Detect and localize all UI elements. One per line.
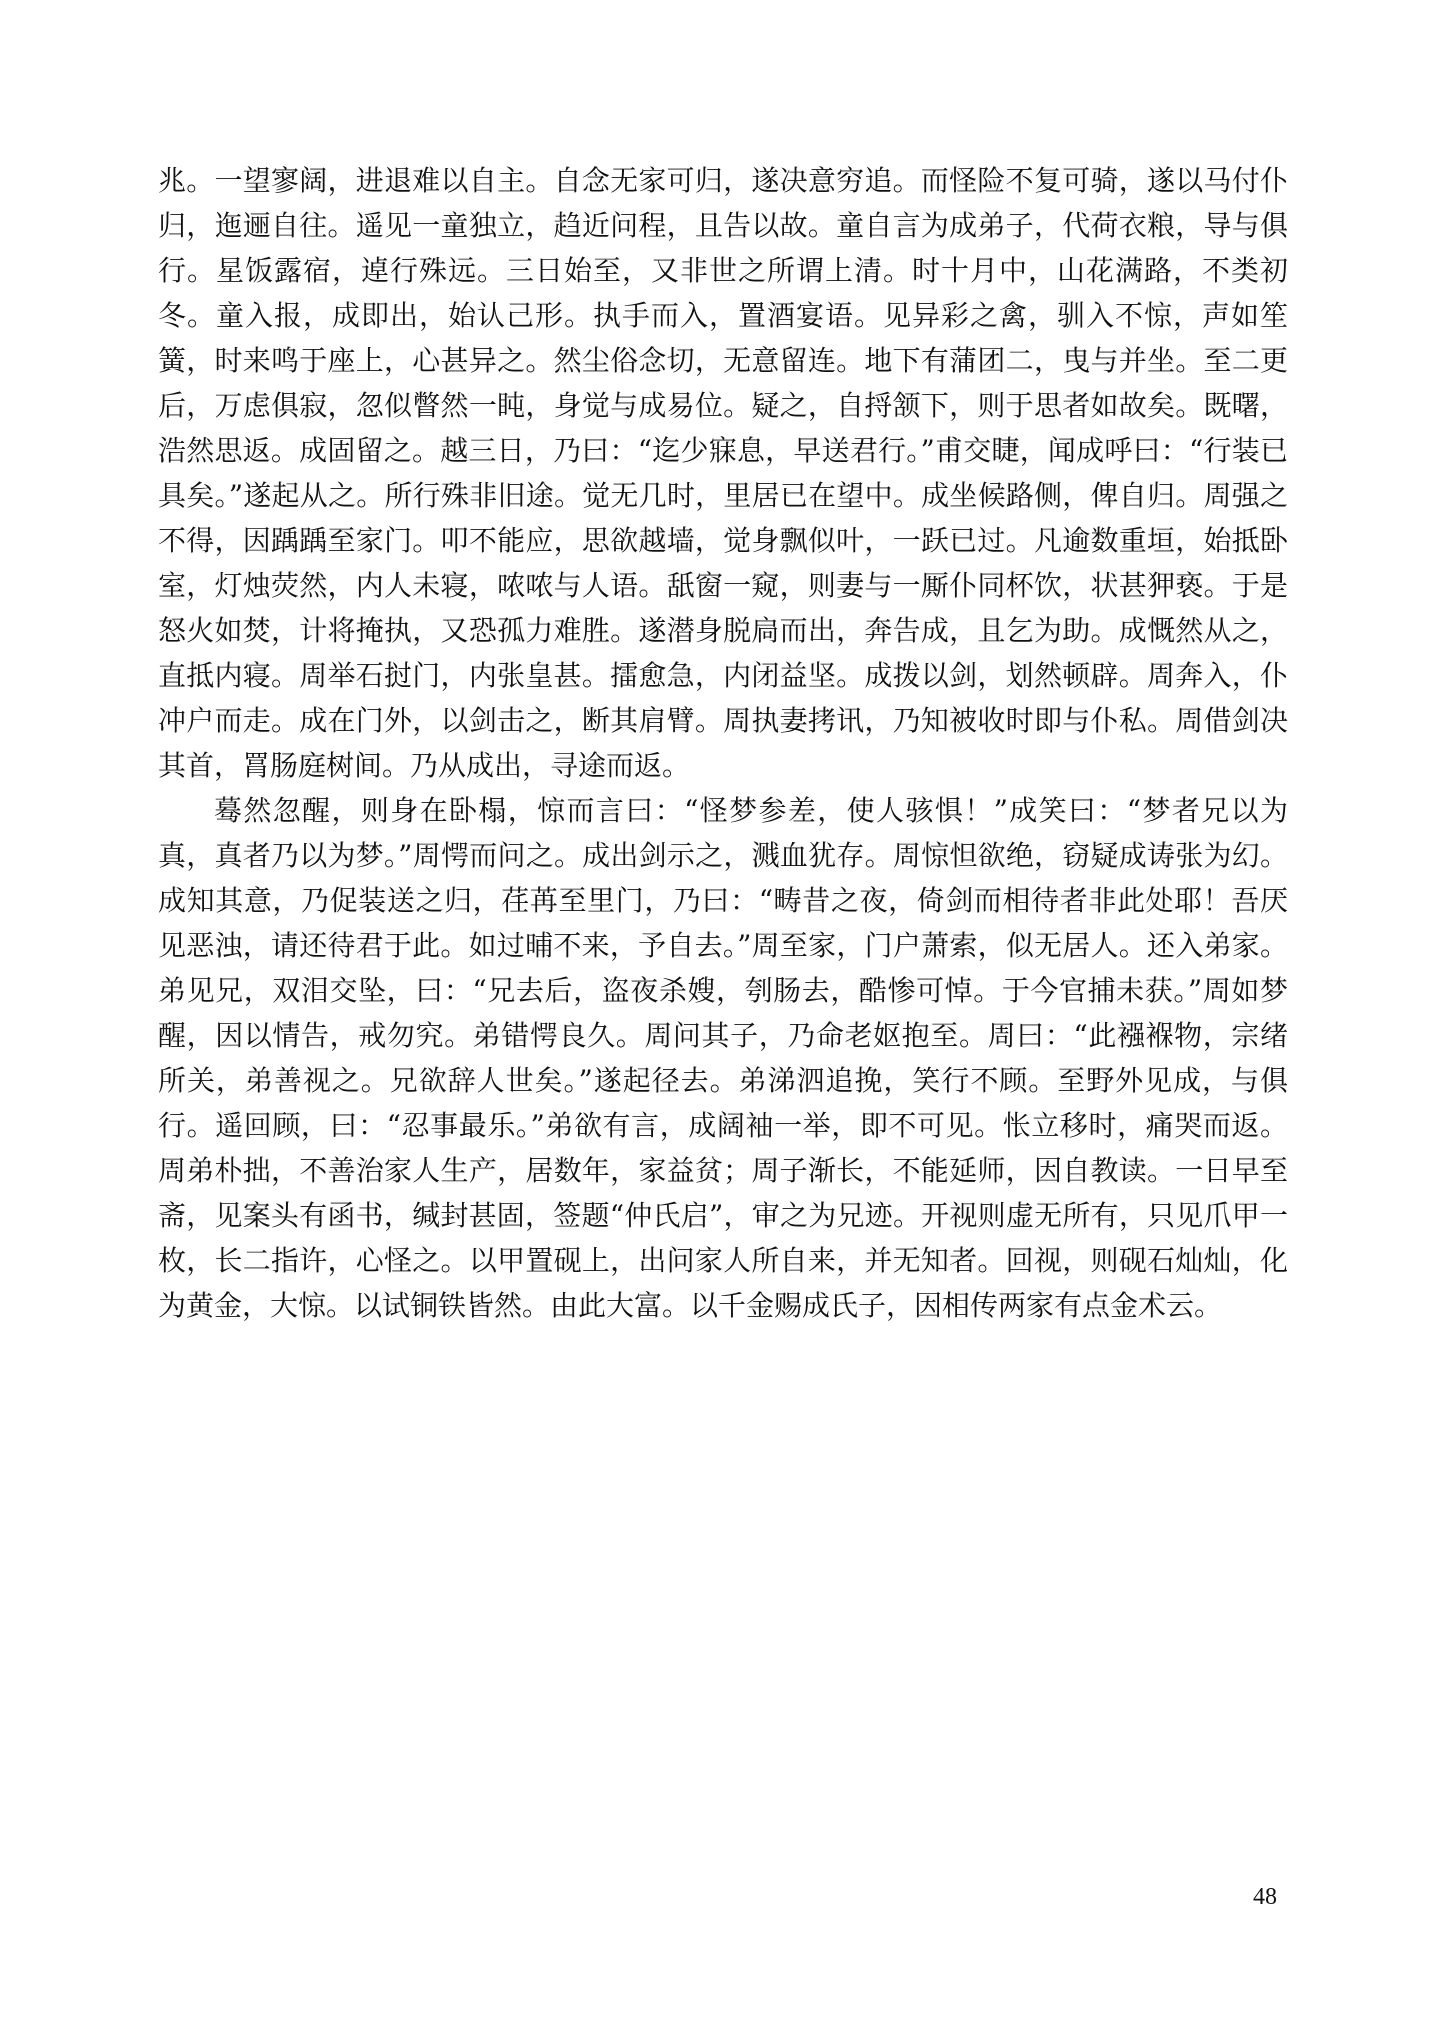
page-number: 48	[1253, 1884, 1277, 1910]
body-text	[158, 158, 1288, 1328]
paragraph-1: 兆。一望寥阔，进退难以自主。自念无家可归，遂决意穷追。而怪险不复可骑，遂以马付仆归，迤逦自往。遥见一童独立，趋近问程，且告以故。童自言为成弟子，代荷衣粮，导与俱行。星饭露宿，逴行殊远。三日始至，又非世之所谓上清。时十月中，山花满路，不类初冬。童入报，成即出，始认己形。执手而入，置酒宴语。见异彩之禽，驯入不惊，声如笙簧，时来鸣于座上，心甚异之。然尘俗念切，无意留连。地下有蒲团二，曳与并坐。至二更后，万虑俱寂，忽似瞥然一盹，身觉与成易位。疑之，自捋颔下，则于思者如故矣。既曙，浩然思返。成固留之。越三日，乃曰：“迄少寐息，早送君行。”甫交睫，闻成呼曰：“行装已具矣。”遂起从之。所行殊非旧途。觉无几时，里居已在望中。成坐候路侧，俾自归。周强之不得，因踽踽至家门。叩不能应，思欲越墙，觉身飘似叶，一跃已过。凡逾数重垣，始抵卧室，灯烛荧然，内人未寝，哝哝与人语。舐窗一窥，则妻与一厮仆同杯饮，状甚狎亵。于是怒火如焚，计将掩执，又恐孤力难胜。遂潜身脱扃而出，奔告成，且乞为助。成慨然从之，直抵内寝。周举石挝门，内张皇甚。擂愈急，内闭益坚。成拨以剑，划然顿辟。周奔入，仆冲户而走。成在门外，以剑击之，断其肩臂。周执妻拷讯，乃知被收时即与仆私。周借剑决其首，罥肠庭树间。乃从成出，寻途而返。	[158, 164, 1288, 782]
paragraph-2: 蓦然忽醒，则身在卧榻，惊而言曰：“怪梦参差，使人骇惧！”成笑曰：“梦者兄以为真，真者乃以为梦。”周愕而问之。成出剑示之，溅血犹存。周惊怛欲绝，窃疑成诪张为幻。成知其意，乃促装送之归，荏苒至里门，乃曰：“畴昔之夜，倚剑而相待者非此处耶！吾厌见恶浊，请还待君于此。如过晡不来，予自去。”周至家，门户萧索，似无居人。还入弟家。弟见兄，双泪交坠，曰：“兄去后，盗夜杀嫂，刳肠去，酷惨可悼。于今官捕未获。”周如梦醒，因以情告，戒勿究。弟错愕良久。周问其子，乃命老妪抱至。周曰：“此襁褓物，宗绪所关，弟善视之。兄欲辞人世矣。”遂起径去。弟涕泗追挽，笑行不顾。至野外见成，与俱行。遥回顾，曰：“忍事最乐。”弟欲有言，成阔袖一举，即不可见。怅立移时，痛哭而返。周弟朴拙，不善治家人生产，居数年，家益贫；周子渐长，不能延师，因自教读。一日早至斋，见案头有函书，缄封甚固，签题“仲氏启”，审之为兄迹。开视则虚无所有，只见爪甲一枚，长二指许，心怪之。以甲置砚上，出问家人所自来，并无知者。回视，则砚石灿灿，化为黄金，大惊。以试铜铁皆然。由此大富。以千金赐成氏子，因相传两家有点金术云。	[158, 794, 1288, 1322]
